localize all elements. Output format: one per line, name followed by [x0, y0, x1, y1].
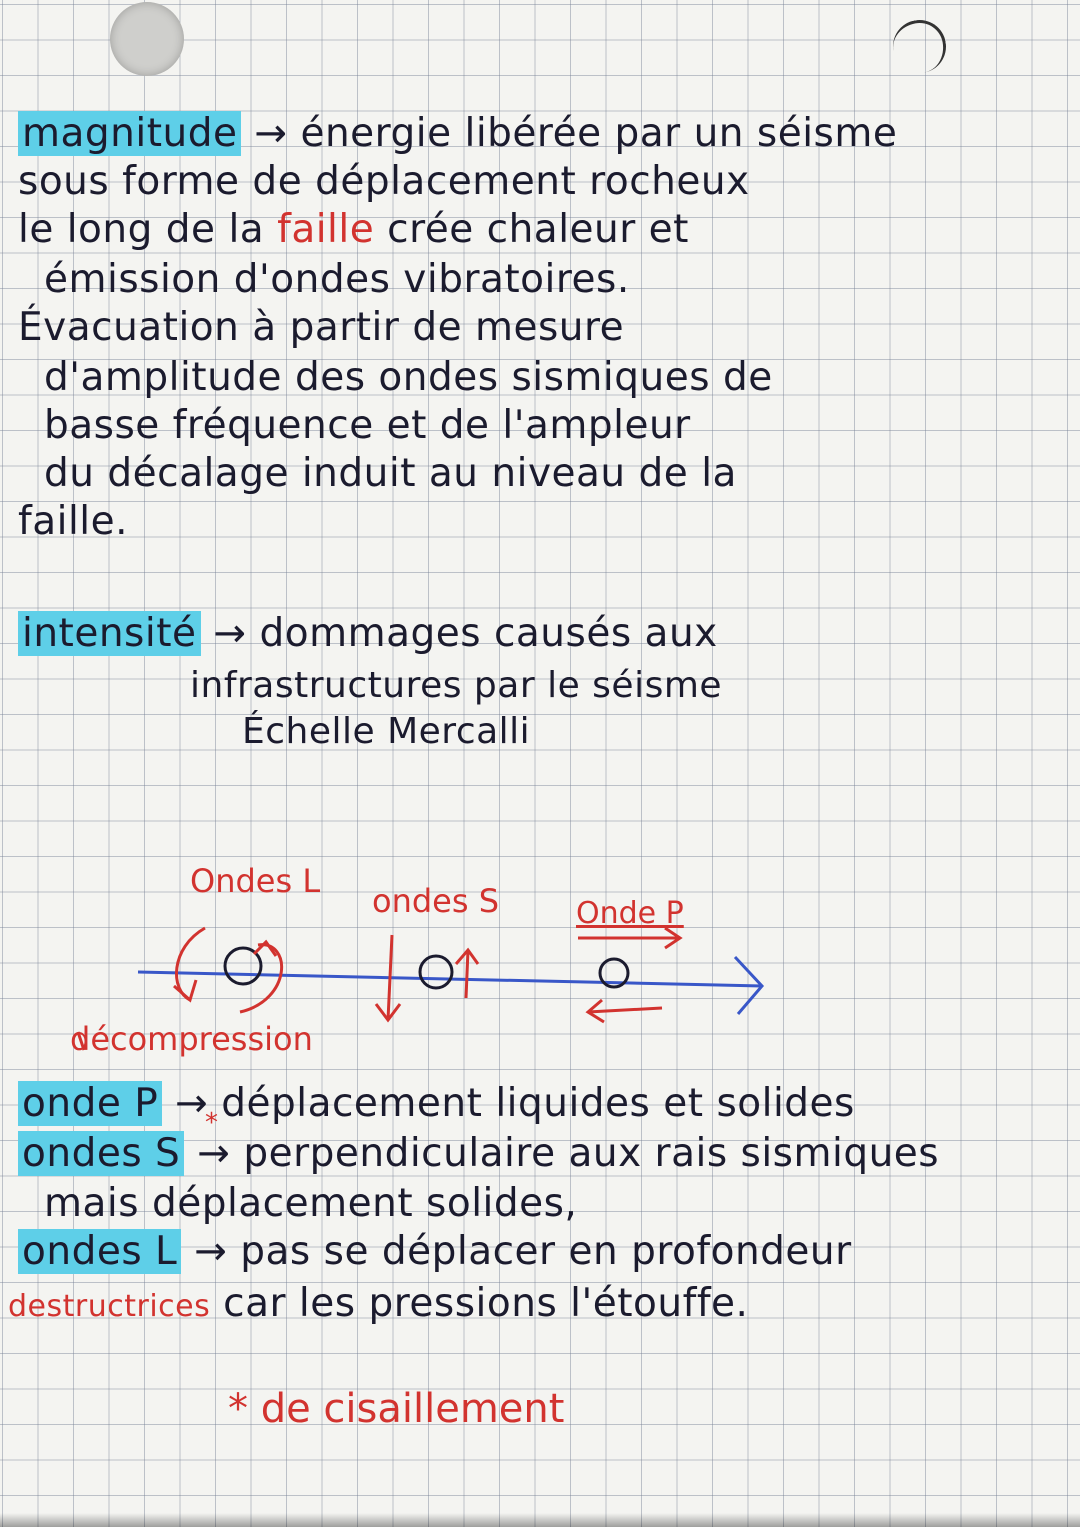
wave-p-text: déplacement liquides et solides [221, 1081, 855, 1126]
particle-l [225, 948, 261, 984]
magnitude-text-6: Évacuation à partir de mesure [18, 305, 625, 350]
magnitude-text-1: énergie libérée par un séisme [300, 111, 898, 156]
intensite-term: intensité [18, 611, 201, 656]
faille-word: faille [277, 207, 375, 252]
label-ondes-l: Ondes L [190, 862, 321, 900]
magnitude-text-8: basse fréquence et de l'ampleur [44, 403, 691, 448]
magnitude-text-4: crée chaleur et [387, 207, 689, 252]
wave-s-arrow: → [197, 1131, 231, 1176]
last-line-text: car les pressions l'étouffe. [223, 1281, 749, 1326]
p-wave-forward-head [665, 928, 680, 948]
wave-p-arrow: → [175, 1081, 209, 1126]
particle-s [420, 956, 452, 988]
wave-s-continuation: mais déplacement solides, [44, 1181, 578, 1226]
binder-hole-left [110, 2, 184, 76]
destructrices-line [8, 1282, 748, 1329]
wave-p-term: onde P [18, 1081, 162, 1126]
wave-l-text: pas se déplacer en profondeur [240, 1229, 852, 1274]
footnote-cisaillement: * de cisaillement [228, 1386, 565, 1432]
propagation-axis [138, 957, 762, 1014]
intensite-text-3: Échelle Mercalli [242, 711, 531, 752]
label-ondes-s-letter: S [478, 882, 500, 920]
page-bottom-edge [0, 1513, 1080, 1527]
label-ondes-s [372, 882, 499, 920]
wave-l-line [18, 1230, 852, 1274]
axis-line [138, 972, 762, 986]
label-ondes-s-word: ondes [372, 882, 469, 920]
magnitude-arrow: → [254, 111, 288, 156]
binder-hole-right [889, 16, 950, 77]
label-onde-p: Onde P [576, 896, 684, 931]
l-wave-arc-left [176, 928, 205, 1000]
s-wave-down-head [376, 1004, 400, 1020]
destructrices-word: destructrices [8, 1289, 211, 1324]
magnitude-line-1 [18, 112, 897, 156]
l-wave-arc-right [240, 945, 282, 1012]
particles [225, 948, 628, 988]
s-wave-up-head [456, 950, 478, 964]
magnitude-text-7: d'amplitude des ondes sismiques de [44, 355, 773, 400]
magnitude-line-3 [18, 208, 689, 252]
magnitude-text-10: faille. [18, 499, 129, 544]
intensite-line-1 [18, 612, 718, 656]
intensite-arrow: → [213, 611, 247, 656]
intensite-text-1: dommages causés aux [259, 611, 718, 656]
wave-s-line [18, 1132, 939, 1176]
s-wave-up-arrow [466, 950, 468, 998]
p-wave-back-head [588, 1000, 604, 1022]
wave-s-term: ondes S [18, 1131, 184, 1176]
magnitude-text-5: émission d'ondes vibratoires. [44, 257, 630, 302]
l-wave-arc-right-head [254, 942, 276, 956]
magnitude-term: magnitude [18, 111, 241, 156]
magnitude-text-2: sous forme de déplacement rocheux [18, 159, 750, 204]
magnitude-text-3: le long de la [18, 207, 265, 252]
wave-l-arrow: → [194, 1229, 228, 1274]
magnitude-text-9: du décalage induit au niveau de la [44, 451, 737, 496]
particle-p [600, 959, 628, 987]
p-wave-back-arrow [588, 1008, 662, 1012]
asterisk-mark: * [205, 1108, 218, 1138]
s-wave-down-arrow [388, 935, 392, 1020]
label-decompression: décompression [70, 1020, 313, 1058]
wave-l-term: ondes L [18, 1229, 181, 1274]
axis-arrowhead [735, 957, 762, 1014]
intensite-text-2: infrastructures par le séisme [190, 665, 723, 706]
wave-s-text: perpendiculaire aux rais sismiques [243, 1131, 940, 1176]
wave-p-line [18, 1082, 855, 1126]
l-wave-arc-left-head [174, 980, 196, 1000]
